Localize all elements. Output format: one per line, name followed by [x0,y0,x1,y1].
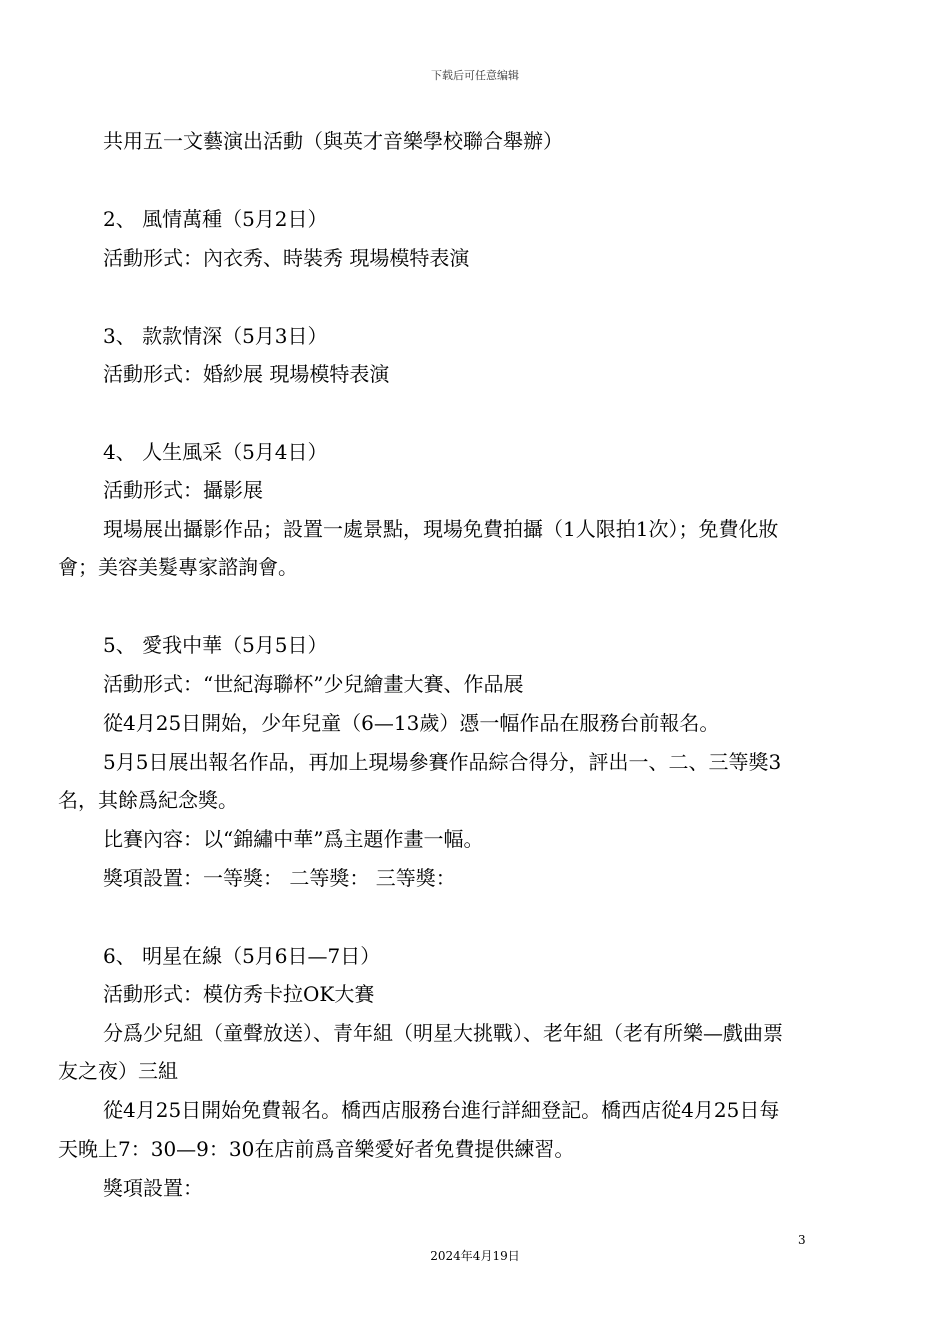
paragraph-line: 共用五一文藝演出活動（與英才音樂學校聯合舉辦） [103,129,563,153]
paragraph-line: 天晚上7：30—9：30在店前爲音樂愛好者免費提供練習。 [58,1137,575,1161]
paragraph-line: 5月5日展出報名作品，再加上現場參賽作品綜合得分，評出一、二、三等獎3 [103,750,782,774]
section-heading: 2、 風情萬種（5月2日） [103,207,328,231]
paragraph-line: 現場展出攝影作品；設置一處景點，現場免費拍攝（1人限拍1次）；免費化妝 [103,517,779,541]
paragraph-line: 活動形式：婚紗展 現場模特表演 [103,362,390,386]
section-heading: 4、 人生風采（5月4日） [103,440,328,464]
paragraph-line: 從4月25日開始免費報名。橋西店服務台進行詳細登記。橋西店從4月25日每 [103,1098,780,1122]
paragraph-line: 活動形式：攝影展 [103,478,263,502]
paragraph-line: 獎項設置：一等獎： 二等獎： 三等獎： [103,866,456,890]
paragraph-line: 活動形式：“世紀海聯杯”少兒繪畫大賽、作品展 [103,672,524,696]
paragraph-line: 獎項設置： [103,1176,203,1200]
page-number: 3 [798,1233,806,1247]
page-footer-date: 2024年4月19日 [430,1249,520,1263]
paragraph-line: 活動形式：內衣秀、時裝秀 現場模特表演 [103,246,470,270]
paragraph-line: 友之夜）三組 [58,1059,178,1083]
page-header: 下载后可任意编辑 [431,69,519,82]
section-heading: 6、 明星在線（5月6日—7日） [103,944,381,968]
section-heading: 3、 款款情深（5月3日） [103,324,328,348]
paragraph-line: 比賽內容：以“錦繡中華”爲主題作畫一幅。 [103,827,484,851]
paragraph-line: 會；美容美髮專家諮詢會。 [58,555,298,579]
paragraph-line: 分爲少兒組（童聲放送）、青年組（明星大挑戰）、老年組（老有所樂—戲曲票 [103,1021,783,1045]
paragraph-line: 名，其餘爲紀念獎。 [58,788,238,812]
paragraph-line: 從4月25日開始，少年兒童（6—13歲）憑一幅作品在服務台前報名。 [103,711,720,735]
paragraph-line: 活動形式：模仿秀卡拉OK大賽 [103,982,375,1006]
section-heading: 5、 愛我中華（5月5日） [103,633,328,657]
